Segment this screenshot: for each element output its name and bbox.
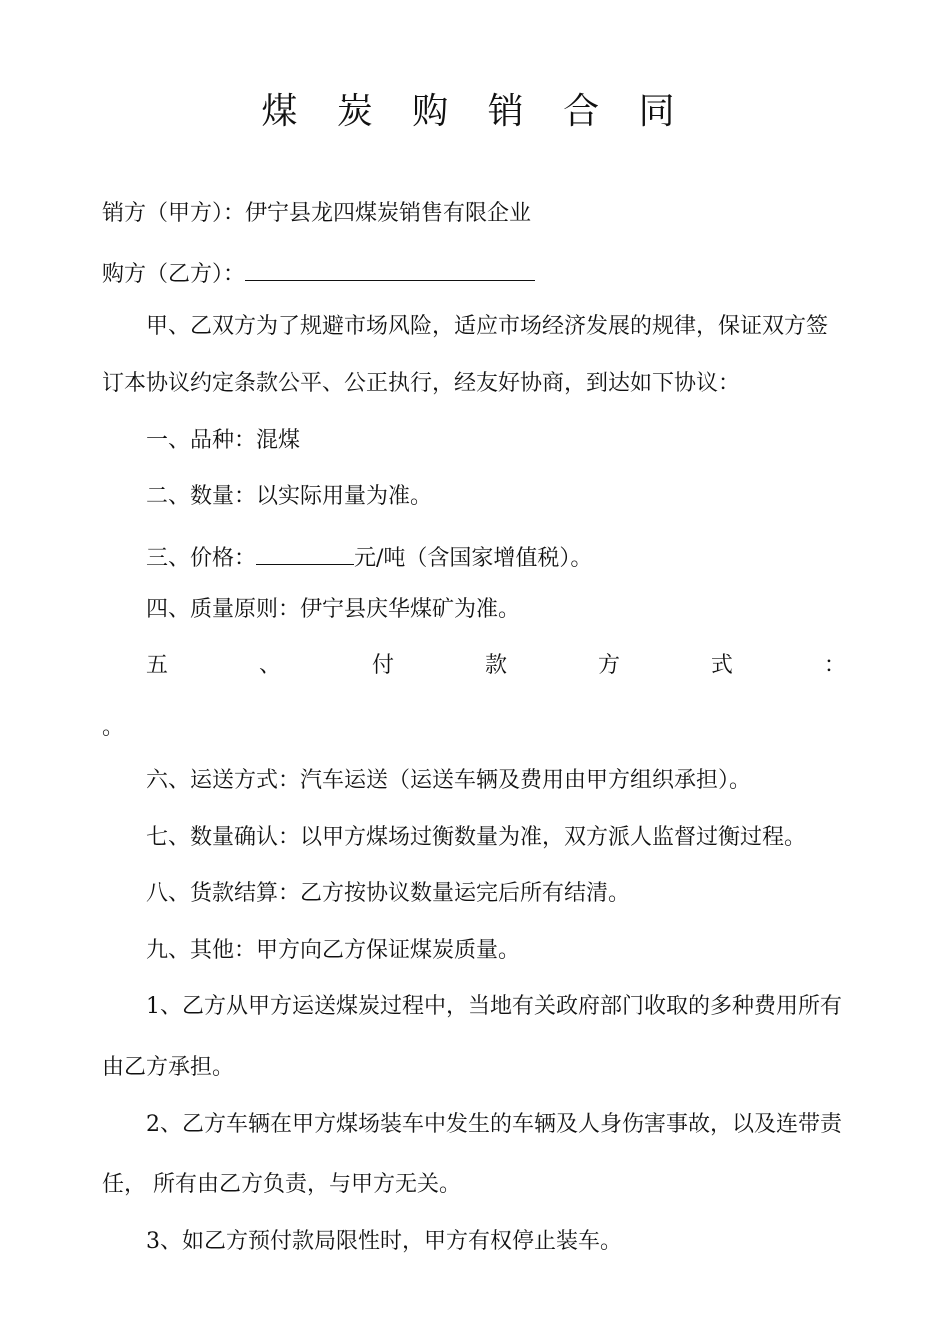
payment-char: 、 bbox=[258, 653, 281, 678]
payment-char: 付 bbox=[371, 653, 394, 678]
buyer-line bbox=[102, 254, 852, 291]
buyer-label: 购方（乙方）： bbox=[102, 262, 246, 287]
document-title: 煤 炭 购 销 合 同 bbox=[261, 91, 689, 132]
seller-line bbox=[102, 198, 852, 230]
item-3: 3、如乙方预付款局限性时，甲方有权停止装车。 bbox=[146, 1229, 622, 1254]
payment-char: 方 bbox=[597, 653, 620, 678]
price-unit: 元/吨（含国家增值税）。 bbox=[354, 546, 593, 571]
clause-quality: 四、质量原则：伊宁县庆华煤矿为准。 bbox=[146, 597, 521, 622]
clause-settlement: 八、货款结算：乙方按协议数量运完后所有结清。 bbox=[146, 881, 631, 906]
price-label: 三、价格： bbox=[146, 546, 257, 571]
buyer-name-blank bbox=[245, 254, 535, 281]
payment-char: 五 bbox=[146, 653, 169, 678]
clause-quantity: 二、数量：以实际用量为准。 bbox=[146, 484, 433, 509]
clause-price bbox=[146, 538, 896, 575]
payment-char: 式 bbox=[710, 653, 733, 678]
preamble-line-2: 订本协议约定条款公平、公正执行，经友好协商，到达如下协议： bbox=[102, 371, 741, 396]
payment-char: ： bbox=[823, 653, 846, 678]
price-blank bbox=[256, 538, 354, 565]
item-1-line-1: 1、乙方从甲方运送煤炭过程中，当地有关政府部门收取的多种费用所有 bbox=[146, 994, 842, 1019]
clause-quantity-confirm: 七、数量确认：以甲方煤场过衡数量为准，双方派人监督过衡过程。 bbox=[146, 825, 807, 850]
payment-end: 。 bbox=[102, 715, 125, 740]
clause-variety: 一、品种：混煤 bbox=[146, 428, 301, 453]
seller-name: 伊宁县龙四煤炭销售有限企业 bbox=[245, 201, 532, 226]
seller-label: 销方（甲方）： bbox=[102, 201, 246, 226]
clause-payment bbox=[146, 650, 846, 682]
item-1-line-2: 由乙方承担。 bbox=[102, 1055, 235, 1080]
item-2-line-1: 2、乙方车辆在甲方煤场装车中发生的车辆及人身伤害事故，以及连带责 bbox=[146, 1112, 842, 1137]
preamble-line-1: 甲、乙双方为了规避市场风险，适应市场经济发展的规律，保证双方签 bbox=[146, 314, 829, 339]
item-2-line-2: 任， 所有由乙方负责，与甲方无关。 bbox=[102, 1172, 461, 1197]
clause-transport: 六、运送方式：汽车运送（运送车辆及费用由甲方组织承担）。 bbox=[146, 768, 752, 793]
clause-other: 九、其他：甲方向乙方保证煤炭质量。 bbox=[146, 938, 521, 963]
payment-char: 款 bbox=[484, 653, 507, 678]
